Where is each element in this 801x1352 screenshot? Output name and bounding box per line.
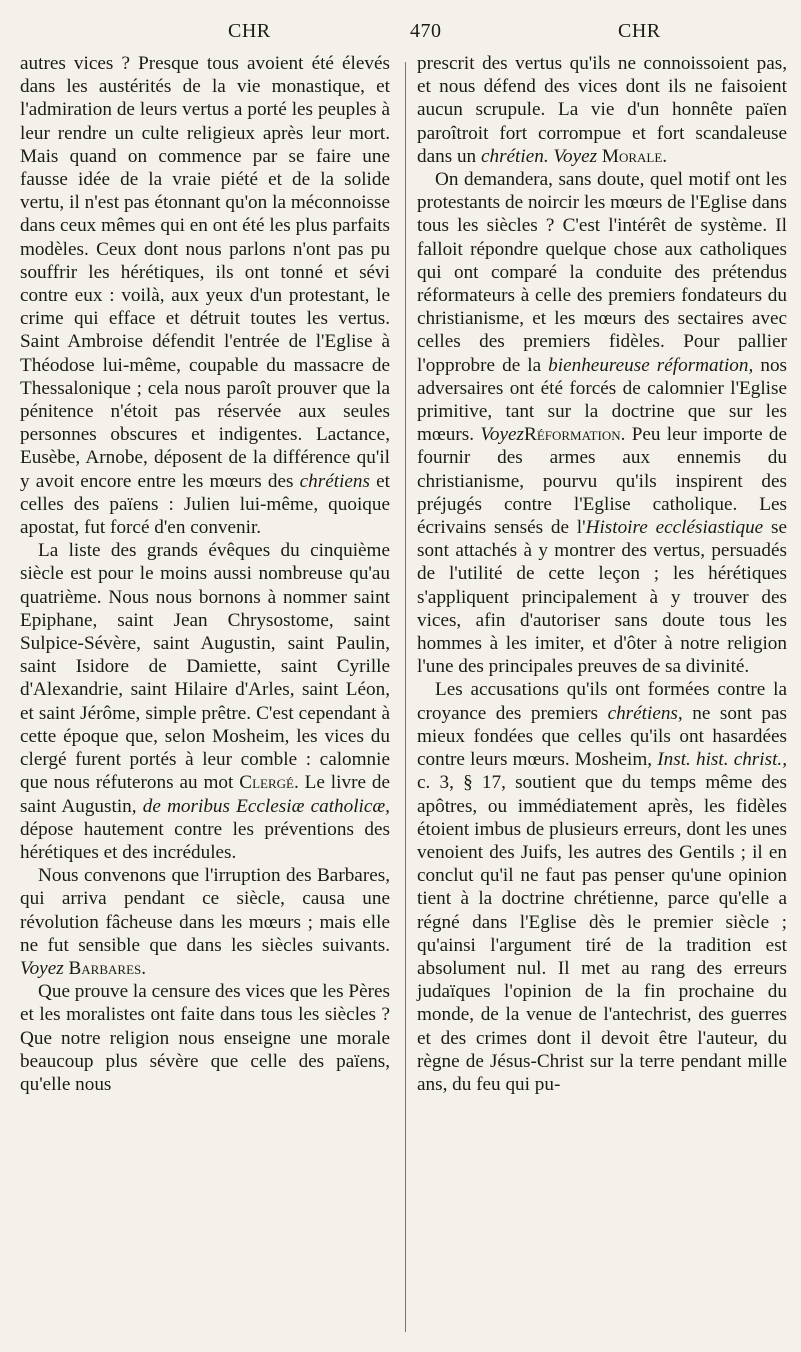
paragraph: La liste des grands évêques du cinquième siècle est pour le moins aussi nombreuse qu'au quatrième. Nous nous bornons à nommer saint Epiphane, saint Jean Chrysostome, saint Sulpice-Sévère, saint Augustin, saint Paulin, saint Isidore de Damiette, saint Cyrille d'Alexandrie, saint Hilaire d'Arles, saint Léon, et saint Jérôme, simple prêtre. C'est cependant à cette époque que, selon Mosheim, les vices du clergé furent portés à leur comble : calomnie que nous réfuterons au mot Clergé. Le livre de saint Augustin, de moribus Ecclesiæ catholicæ, dépose hautement contre les préventions des hérétiques et des incrédules.: [20, 540, 390, 863]
header-right: CHR: [618, 20, 661, 42]
paragraph: autres vices ? Presque tous avoient été élevés dans les austérités de la vie monastique, et l'admiration de leurs vertus a porté les peuples à leur rendre un culte religieux après leur mort. Mais quand on commence par se faire une fausse idée de la vraie piété et de la solide vertu, il n'est pas étonnant qu'on la méconnoisse dans ceux mêmes qui en ont été les plus parfaits modèles. Ceux dont nous parlons n'ont pas pu souffrir les hérétiques, ils ont tonné et sévi contre eux : voilà, aux yeux d'un protestant, le crime qui efface et détruit toutes les vertus. Saint Ambroise défendit l'entrée de l'Eglise à Théodose lui-même, coupable du massacre de Thessalonique ; cela nous paroît prouver que la pénitence n'étoit pas réservée aux seules personnes obscures et indigentes. Lactance, Eusèbe, Arnobe, déposent de la différence qu'il y avoit encore entre les mœurs des chrétiens et celles des païens : Julien lui-même, quoique apostat, fut forcé d'en convenir.: [20, 53, 390, 539]
text-columns: [20, 52, 787, 1096]
paragraph: Nous convenons que l'irruption des Barbares, qui arriva pendant ce siècle, causa une révolution fâcheuse dans les mœurs ; mais elle ne fut sensible que dans les siècles suivants. Voyez Barbares.: [20, 865, 390, 979]
left-column: [20, 52, 390, 1096]
page-number: 470: [410, 20, 442, 42]
paragraph: prescrit des vertus qu'ils ne connoissoient pas, et nous défend des vices dont ils ne faisoient aucun scrupule. La vie d'un honnête païen paroîtroit fort corrompue et fort scandaleuse dans un chrétien. Voyez Morale.: [417, 53, 787, 167]
paragraph: Les accusations qu'ils ont formées contre la croyance des premiers chrétiens, ne sont pas mieux fondées que celles qu'ils ont hasardées contre leurs mœurs. Mosheim, Inst. hist. christ., c. 3, § 17, soutient que du temps même des apôtres, ou immédiatement après, les fidèles étoient imbus de plusieurs erreurs, dont les unes venoient des Juifs, les autres des Gentils ; il en conclut qu'il ne faut pas penser qu'une opinion tient à la doctrine chrétienne, parce qu'elle a régné dans l'Eglise dès le premier siècle ; qu'ainsi l'argument tiré de la tradition est absolument nul. Il met au rang des erreurs judaïques l'opinion de la fin prochaine du monde, de la venue de l'antechrist, des guerres et des crimes dont il devoit être l'auteur, du règne de Jésus-Christ sur la terre pendant mille ans, du feu qui pu-: [417, 679, 787, 1095]
paragraph: On demandera, sans doute, quel motif ont les protestants de noircir les mœurs de l'Eglise dans tous les siècles ? C'est l'intérêt de système. Il falloit répondre quelque chose aux catholiques qui ont comparé la conduite des prétendus réformateurs à celle des premiers fondateurs du christianisme, et les mœurs des sectaires avec celles des premiers fidèles. Pour pallier l'opprobre de la bienheureuse réformation, nos adversaires ont été forcés de calomnier l'Eglise primitive, tant sur la doctrine que sur les mœurs. VoyezRéformation. Peu leur importe de fournir des armes aux ennemis du christianisme, pourvu qu'ils inspirent des préjugés contre l'Eglise catholique. Les écrivains sensés de l'Histoire ecclésiastique se sont attachés à y montrer des vertus, persuadés de l'utilité de cette leçon ; les hérétiques s'appliquent principalement à y trouver des vices, afin d'autoriser sans doute tous les hommes à les imiter, et d'ôter à notre religion l'une des principales preuves de sa divinité.: [417, 169, 788, 678]
header-left: CHR: [228, 20, 271, 42]
paragraph: Que prouve la censure des vices que les Pères et les moralistes ont faite dans tous les siècles ? Que notre religion nous enseigne une morale beaucoup plus sévère que celle des païens, qu'elle nous: [20, 981, 390, 1095]
right-column: [417, 52, 787, 1096]
